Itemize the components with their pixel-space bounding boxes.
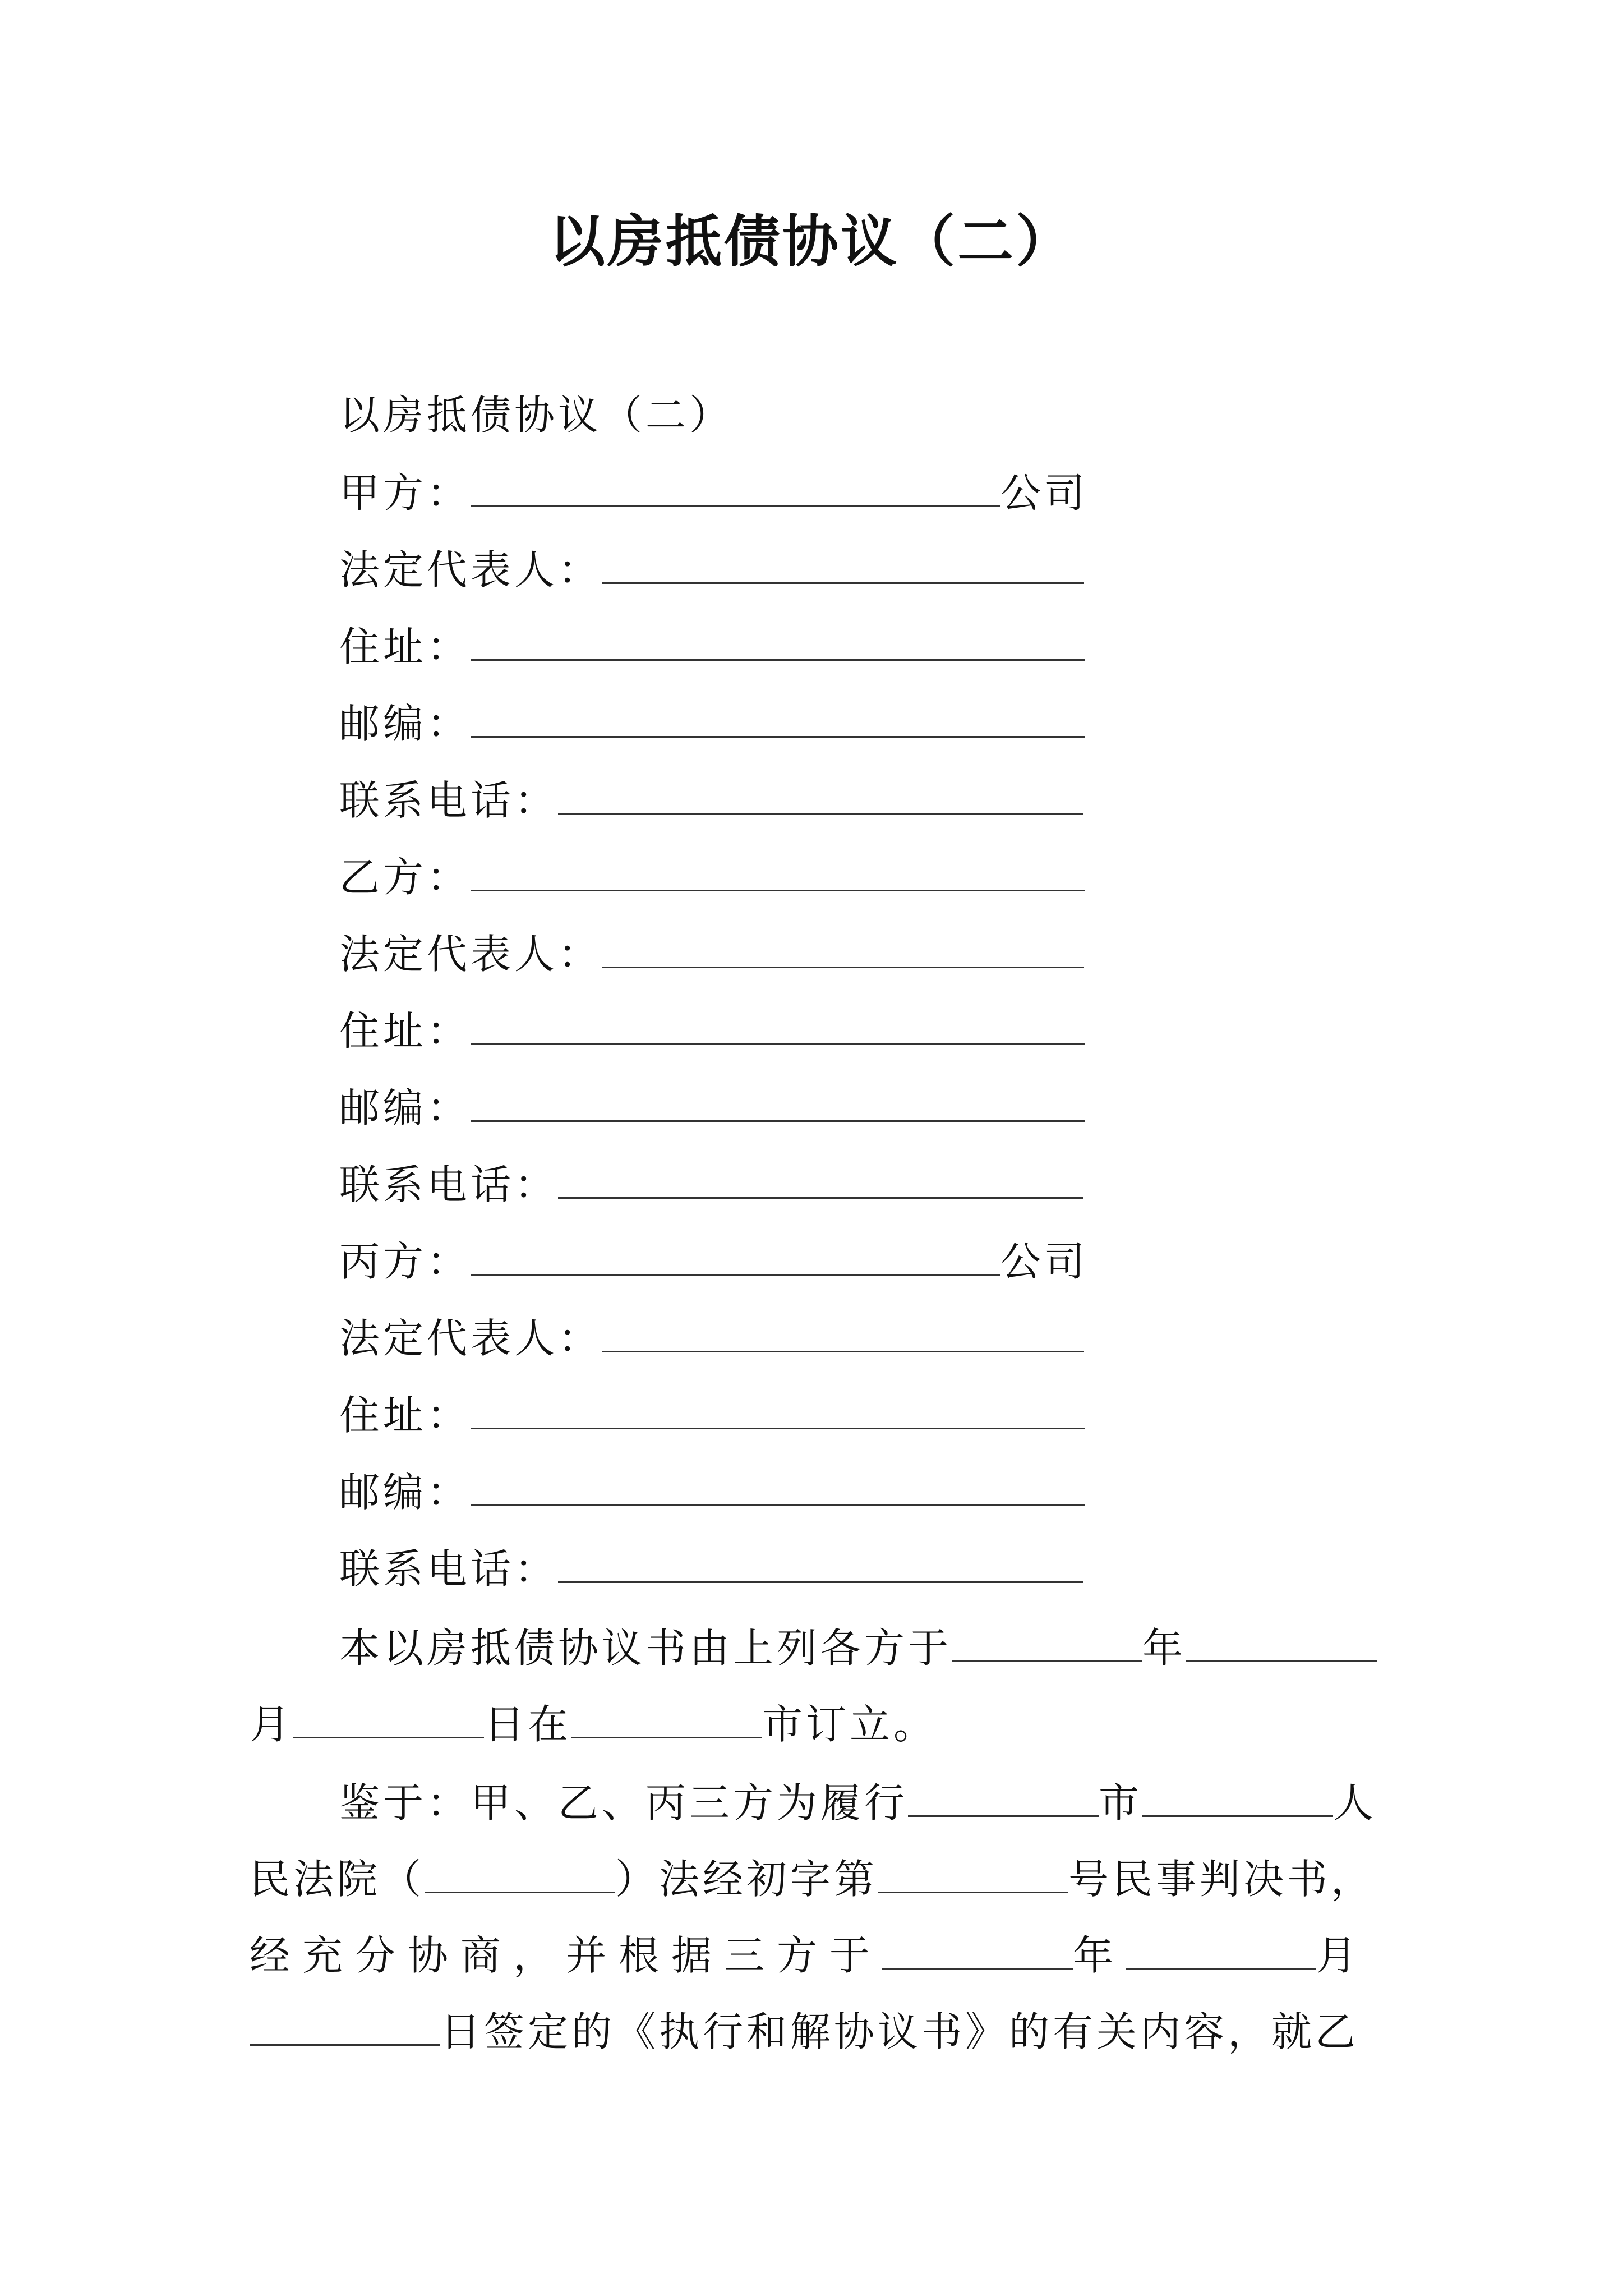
subtitle-line	[339, 387, 733, 443]
party-b-phone-blank[interactable]	[558, 1156, 1083, 1199]
party-c-rep-label: 法定代表人：	[339, 1315, 602, 1362]
signing-year-blank[interactable]	[952, 1619, 1142, 1662]
party-c-name-line	[339, 1232, 1088, 1289]
party-b-postcode-label: 邮编：	[339, 1084, 471, 1131]
party-a-name-line	[339, 464, 1088, 520]
para1-text-5: 市订立。	[762, 1701, 938, 1748]
para2-text-1: 鉴于：甲、乙、丙三方为履行	[339, 1779, 909, 1826]
party-a-address-blank[interactable]	[471, 618, 1085, 661]
signing-day-blank[interactable]	[293, 1695, 484, 1738]
party-c-postcode-line	[339, 1463, 1085, 1519]
case-year-blank[interactable]	[425, 1850, 615, 1893]
party-c-rep-line	[339, 1309, 1084, 1365]
para2-text-10: 日签定的《执行和解协议书》的有关内容，就乙	[440, 2008, 1359, 2055]
para1-text-3: 月	[250, 1701, 294, 1748]
party-a-postcode-label: 邮编：	[339, 700, 471, 747]
party-a-label: 甲方：	[339, 470, 471, 517]
party-a-phone-blank[interactable]	[558, 771, 1083, 815]
document-title: 以房抵债协议（二）	[549, 208, 1074, 274]
party-c-name-blank[interactable]	[471, 1232, 1000, 1276]
party-b-name-blank[interactable]	[471, 848, 1085, 891]
party-a-address-label: 住址：	[339, 623, 471, 670]
party-a-phone-line	[339, 771, 1083, 827]
party-a-postcode-blank[interactable]	[471, 694, 1085, 738]
paragraph-line	[250, 1841, 1375, 1917]
party-b-address-blank[interactable]	[471, 1002, 1085, 1045]
paragraph-whereas	[250, 1765, 1377, 2079]
party-a-address-line	[339, 618, 1085, 674]
party-b-address-line	[339, 1002, 1085, 1058]
party-c-address-line	[339, 1386, 1085, 1442]
party-a-name-blank[interactable]	[471, 464, 1000, 507]
party-b-postcode-line	[339, 1079, 1085, 1135]
court-city-blank[interactable]	[908, 1774, 1099, 1817]
signing-city-blank[interactable]	[571, 1695, 762, 1738]
para2-text-4: 民法院（	[250, 1856, 425, 1903]
court-district-blank[interactable]	[1142, 1774, 1333, 1817]
party-c-postcode-blank[interactable]	[471, 1463, 1085, 1506]
para2-text-6: 号民事判决书，	[1068, 1856, 1375, 1903]
party-c-label: 丙方：	[339, 1238, 471, 1285]
party-c-postcode-label: 邮编：	[339, 1469, 471, 1516]
para2-text-2: 市	[1099, 1779, 1143, 1826]
agreement-day-blank[interactable]	[250, 2003, 440, 2046]
party-a-rep-line	[339, 541, 1084, 597]
party-c-suffix: 公司	[1000, 1238, 1089, 1285]
signing-month-blank-a[interactable]	[1186, 1619, 1377, 1662]
party-b-phone-line	[339, 1156, 1083, 1212]
paragraph-line	[250, 1994, 1359, 2070]
party-c-phone-blank[interactable]	[558, 1540, 1083, 1583]
party-b-address-label: 住址：	[339, 1007, 471, 1055]
paragraph-line	[339, 1610, 1377, 1686]
agreement-year-blank[interactable]	[882, 1926, 1073, 1970]
party-a-phone-label: 联系电话：	[339, 777, 559, 824]
para2-text-3: 人	[1333, 1779, 1377, 1826]
para2-text-7: 经充分协商，并根据三方于	[250, 1932, 883, 1979]
party-c-phone-line	[339, 1540, 1083, 1596]
paragraph-line	[250, 1686, 937, 1763]
party-b-phone-label: 联系电话：	[339, 1161, 559, 1208]
party-b-rep-blank[interactable]	[602, 925, 1084, 968]
para1-text-2: 年	[1142, 1625, 1187, 1672]
agreement-month-blank[interactable]	[1126, 1926, 1316, 1970]
para1-text-1: 本以房抵债协议书由上列各方于	[339, 1625, 952, 1672]
party-c-rep-blank[interactable]	[602, 1309, 1084, 1352]
party-b-postcode-blank[interactable]	[471, 1079, 1085, 1122]
para2-text-9: 月	[1316, 1932, 1370, 1979]
party-b-rep-line	[339, 925, 1084, 981]
subtitle-text: 以房抵债协议（二）	[339, 392, 734, 439]
case-number-blank[interactable]	[878, 1850, 1068, 1893]
party-c-address-label: 住址：	[339, 1392, 471, 1439]
party-b-label: 乙方：	[339, 854, 471, 901]
party-c-phone-label: 联系电话：	[339, 1545, 559, 1593]
party-c-address-blank[interactable]	[471, 1386, 1085, 1429]
paragraph-line	[339, 1765, 1377, 1841]
para1-text-4: 日在	[484, 1701, 572, 1748]
para2-text-8: 年	[1073, 1932, 1126, 1979]
party-a-suffix: 公司	[1000, 470, 1089, 517]
party-a-rep-blank[interactable]	[602, 541, 1084, 584]
para2-text-5: ）法经初字第	[615, 1856, 878, 1903]
party-a-rep-label: 法定代表人：	[339, 546, 602, 593]
party-b-rep-label: 法定代表人：	[339, 931, 602, 978]
party-b-name-line	[339, 848, 1085, 904]
paragraph-line	[250, 1917, 1369, 1994]
paragraph-signing	[250, 1610, 1377, 1767]
party-a-postcode-line	[339, 694, 1085, 751]
